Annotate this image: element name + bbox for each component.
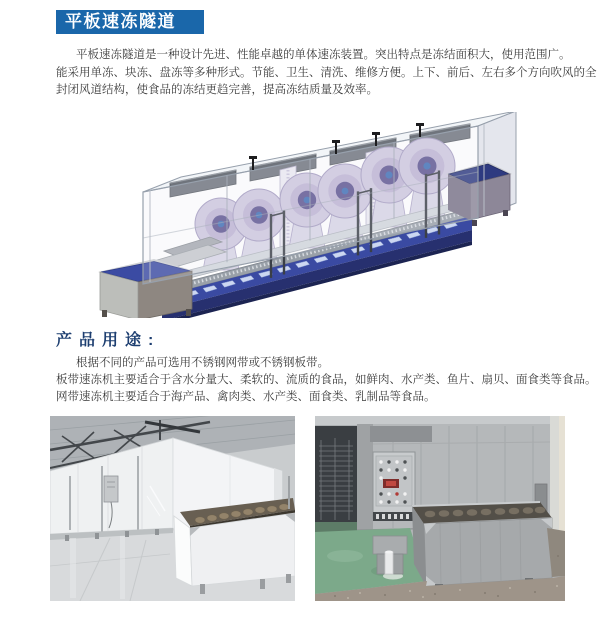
section-heading-product-uses: 产品用途:	[56, 332, 161, 349]
intro-line: 能采用单冻、块冻、盘冻等多种形式。节能、卫生、清洗、维修方便。上下、前后、左右多个方向吹风的全	[56, 66, 597, 79]
photo-white-tunnel-freezer	[50, 416, 295, 601]
photo-stainless-tunnel-freezer	[315, 416, 565, 601]
intro-line: 封闭风道结构，使食品的冻结更趋完善，提高冻结质量及效率。	[56, 84, 378, 97]
intro-line: 平板速冻隧道是一种设计先进、性能卓越的单体速冻装置。突出特点是冻结面积大，使用范围广。	[76, 49, 571, 61]
wall-control-box	[104, 476, 118, 502]
tunnel-freezer-diagram	[58, 112, 560, 318]
usage-paragraph	[56, 355, 597, 406]
control-panel	[373, 452, 415, 521]
discharge-conveyor	[412, 502, 552, 592]
usage-line: 网带速冻机主要适合于海产品、禽肉类、水产类、面食类、乳制品等食品。	[56, 391, 436, 403]
dark-room-racks	[315, 426, 357, 532]
white-pipe	[385, 551, 393, 575]
usage-line: 根据不同的产品可选用不锈钢网带或不锈钢板带。	[76, 357, 329, 369]
page-title-banner: 平板速冻隧道	[56, 10, 204, 34]
intro-paragraph	[56, 47, 597, 100]
usage-line: 板带速冻机主要适合于含水分量大、柔软的、流质的食品，如鲜肉、水产类、鱼片、扇贝、面食类等食品。	[56, 374, 597, 386]
